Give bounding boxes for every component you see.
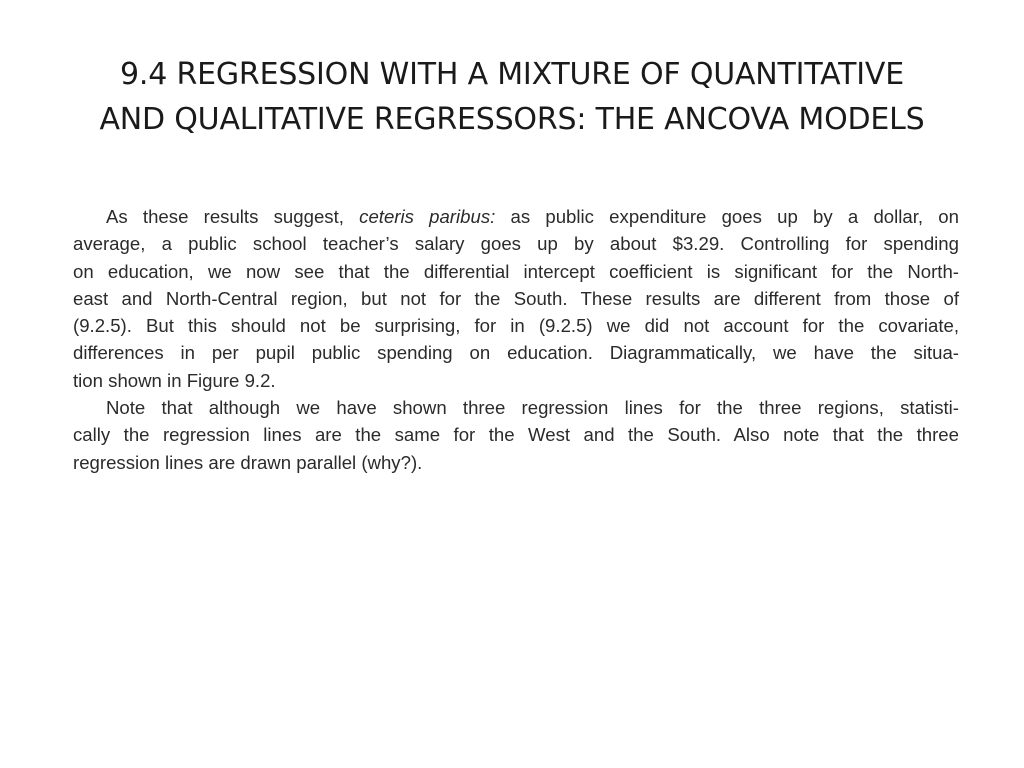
excerpt-italic-phrase: ceteris paribus:: [359, 206, 496, 227]
slide-title: [40, 52, 984, 142]
slide-title-line-1: 9.4 REGRESSION WITH A MIXTURE OF QUANTITATIVE: [120, 57, 904, 92]
textbook-excerpt: [73, 203, 959, 476]
excerpt-line: tion shown in Figure 9.2.: [73, 369, 276, 391]
slide-title-line-2: AND QUALITATIVE REGRESSORS: THE ANCOVA MODELS: [99, 102, 925, 137]
excerpt-line: regression lines are drawn parallel (why?).: [73, 451, 423, 473]
excerpt-line: differences in per pupil public spending on education. Diagrammatically, we have the situa-: [73, 342, 959, 364]
excerpt-line: (9.2.5). But this should not be surprising, for in (9.2.5) we did not account for the covariate,: [73, 315, 959, 337]
excerpt-line: Note that although we have shown three regression lines for the three regions, statisti-: [106, 397, 959, 419]
excerpt-line: [73, 203, 959, 230]
excerpt-text: as public expenditure goes up by a dollar, on: [495, 206, 959, 227]
excerpt-line: average, a public school teacher’s salary goes up by about $3.29. Controlling for spending: [73, 233, 959, 255]
excerpt-line: east and North-Central region, but not for the South. These results are different from those of: [73, 287, 959, 309]
excerpt-line: on education, we now see that the differential intercept coefficient is significant for the North-: [73, 260, 959, 282]
excerpt-line: cally the regression lines are the same for the West and the South. Also note that the three: [73, 424, 959, 446]
excerpt-text: As these results suggest,: [106, 206, 360, 227]
